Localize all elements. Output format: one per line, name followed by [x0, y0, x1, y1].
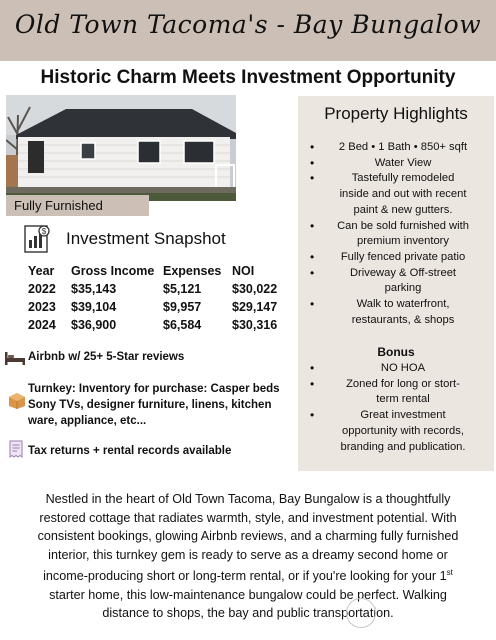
- highlight-text: paint & new gutters.: [353, 203, 453, 216]
- list-item: • Fully fenced private patio: [310, 249, 466, 264]
- receipt-icon: [8, 440, 24, 463]
- house-photo: [6, 95, 236, 201]
- feature-turnkey-line: ware, appliance, etc...: [28, 415, 147, 427]
- list-item: • Tastefully remodeled inside and out with recent paint & new gutters.: [310, 171, 467, 216]
- cell-expenses: $5,121: [163, 282, 202, 296]
- bonus-title: Bonus: [377, 345, 415, 359]
- list-item: • Zoned for long or stort- term rental: [310, 376, 460, 406]
- cell-year: 2023: [28, 300, 56, 314]
- cell-year: 2024: [28, 318, 56, 332]
- headline: Historic Charm Meets Investment Opportunity: [40, 67, 456, 88]
- cell-gross-income: $39,104: [71, 300, 117, 314]
- bonus-list: [306, 361, 486, 455]
- header-expenses: Expenses: [163, 264, 222, 278]
- description-line: restored cottage that radiates warmth, style, and investment potential. With: [39, 510, 457, 525]
- bonus-text: term rental: [376, 393, 430, 406]
- header-year: Year: [28, 264, 55, 278]
- list-item: • NO HOA: [310, 361, 426, 375]
- bonus-text: Zoned for long or stort-: [346, 377, 460, 390]
- cell-noi: $29,147: [232, 300, 278, 314]
- feature-turnkey-line: Turnkey: Inventory for purchase: Casper beds: [28, 383, 280, 395]
- chart-report-icon: [22, 224, 52, 254]
- description-line: starter home, this low-maintenance bungalow could be perfect. Walking: [49, 587, 447, 602]
- description-line: consistent bookings, glowing Airbnb reviews, and a charming fully furnished: [37, 529, 459, 543]
- header-noi: NOI: [232, 264, 255, 278]
- highlight-text: Water View: [374, 156, 432, 169]
- ordinal-superscript: st: [446, 568, 453, 577]
- cell-gross-income: $36,900: [71, 318, 117, 332]
- highlight-text: Walk to waterfront,: [356, 298, 450, 311]
- highlights-list: [306, 140, 486, 328]
- bonus-text: Great investment: [360, 409, 446, 422]
- highlights-title: Property Highlights: [324, 104, 468, 123]
- highlight-text: Can be sold furnished with: [337, 219, 469, 232]
- feature-airbnb: Airbnb w/ 25+ 5-Star reviews: [28, 351, 185, 363]
- highlight-text: Tastefully remodeled: [351, 172, 455, 185]
- description-paragraph: [12, 490, 484, 623]
- bonus-text: NO HOA: [380, 362, 426, 374]
- list-item: • Water View: [310, 155, 432, 170]
- list-item: • Great investment opportunity with records, branding and publication.: [310, 408, 466, 453]
- highlight-text: parking: [384, 282, 422, 295]
- svg-text:$: $: [41, 227, 47, 236]
- list-item: • 2 Bed • 1 Bath • 850+ sqft: [310, 140, 468, 154]
- cell-noi: $30,316: [232, 318, 278, 332]
- list-item: • Can be sold furnished with premium inventory: [310, 218, 469, 248]
- highlight-text: restaurants, & shops: [351, 313, 455, 326]
- page-title: Old Town Tacoma's - Bay Bungalow: [14, 10, 482, 39]
- description-line: [12, 564, 484, 586]
- watermark-logo: [346, 598, 376, 628]
- cell-expenses: $9,957: [163, 300, 202, 314]
- photo-caption: Fully Furnished: [14, 198, 103, 213]
- bed-icon: [4, 350, 26, 371]
- highlight-text: premium inventory: [356, 235, 450, 248]
- description-line-text: income-producing short or long-term rental, or if you're looking for your 1: [43, 569, 447, 584]
- header-gross-income: Gross Income: [71, 264, 155, 278]
- description-line: interior, this turnkey gem is ready to serve as a dreamy second home or: [48, 547, 448, 562]
- feature-turnkey: [28, 381, 280, 429]
- snapshot-title: Investment Snapshot: [66, 229, 226, 248]
- description-line: Nestled in the heart of Old Town Tacoma, Bay Bungalow is a thoughtfully: [45, 492, 451, 506]
- highlight-text: 2 Bed • 1 Bath • 850+ sqft: [338, 141, 468, 153]
- feature-tax-returns: Tax returns + rental records available: [28, 445, 232, 457]
- cell-expenses: $6,584: [163, 318, 202, 332]
- highlight-text: Fully fenced private patio: [340, 250, 466, 263]
- cell-year: 2022: [28, 282, 56, 296]
- highlight-text: Driveway & Off-street: [349, 266, 457, 279]
- list-item: • Driveway & Off-street parking: [310, 265, 457, 295]
- feature-turnkey-line: Sony TVs, designer furniture, linens, kitchen: [28, 399, 272, 411]
- highlight-text: inside and out with recent: [339, 188, 467, 201]
- list-item: • Walk to waterfront, restaurants, & shops: [310, 297, 455, 326]
- cell-noi: $30,022: [232, 282, 278, 296]
- description-line: distance to shops, the bay and public transportation.: [102, 606, 394, 621]
- cell-gross-income: $35,143: [71, 282, 117, 296]
- bonus-text: opportunity with records,: [342, 424, 464, 437]
- box-icon: [8, 392, 26, 415]
- bonus-text: branding and publication.: [340, 440, 466, 453]
